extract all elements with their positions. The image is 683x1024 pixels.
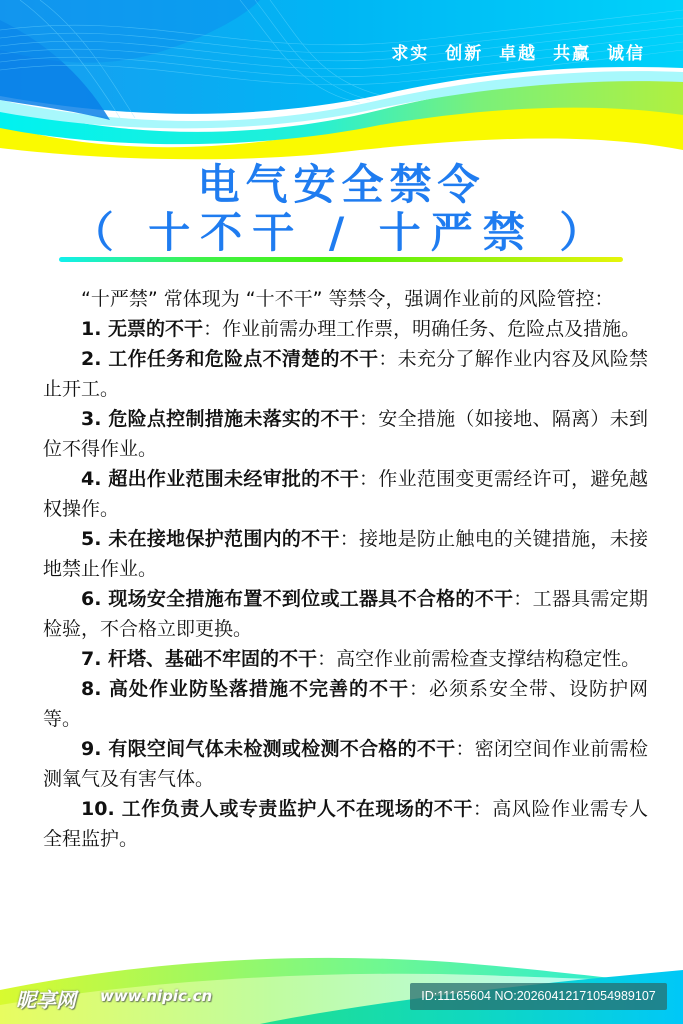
watermark-logo: 昵享网 [16, 988, 76, 1012]
rule-heading: 2. 工作任务和危险点不清楚的不干 [81, 348, 379, 370]
rule-text: ：工器具需定期检验，不合格立即更换。 [43, 588, 648, 640]
intro-paragraph: “十严禁” 常体现为 “十不干” 等禁令，强调作业前的风险管控： [81, 288, 614, 310]
watermark-url: www.nipic.cn [100, 987, 213, 1005]
rule-text: ：作业范围变更需经许可，避免越权操作。 [43, 468, 648, 520]
title-divider [59, 257, 623, 262]
slogan-word: 共赢 [553, 44, 592, 64]
rule-text: ：未充分了解作业内容及风险禁止开工。 [43, 348, 648, 400]
rule-item [43, 644, 648, 674]
rule-heading: 8. 高处作业防坠落措施不完善的不干 [81, 678, 410, 700]
rule-text: ：必须系安全带、设防护网等。 [43, 678, 648, 730]
slogan-word: 求实 [391, 44, 430, 64]
rule-item [43, 404, 648, 464]
rule-heading: 4. 超出作业范围未经审批的不干 [81, 468, 360, 490]
rule-heading: 7. 杆塔、基础不牢固的不干 [81, 648, 318, 670]
rule-heading: 1. 无票的不干 [81, 318, 204, 340]
footer-wave-banner [0, 940, 683, 1024]
rule-item [43, 734, 648, 794]
rule-heading: 5. 未在接地保护范围内的不干 [81, 528, 340, 550]
header-wave-banner [0, 0, 683, 160]
page-title: 电气安全禁令 [197, 160, 486, 209]
rule-text: ：作业前需办理工作票，明确任务、危险点及措施。 [203, 318, 641, 340]
rule-item [43, 524, 648, 584]
slogan-word: 诚信 [607, 44, 645, 64]
rule-text: ：接地是防止触电的关键措施，未接地禁止作业。 [43, 528, 648, 580]
rule-text: ：安全措施（如接地、隔离）未到位不得作业。 [43, 408, 648, 460]
rule-item [43, 344, 648, 404]
rule-item [43, 314, 648, 344]
rule-text: ：高空作业前需检查支撑结构稳定性。 [317, 648, 641, 670]
rules-content [43, 284, 648, 854]
rule-text: ：高风险作业需专人全程监护。 [43, 798, 648, 850]
rule-heading: 9. 有限空间气体未检测或检测不合格的不干 [81, 738, 456, 760]
page-subtitle: （ 十不干 / 十严禁 ） [71, 208, 612, 257]
rule-heading: 6. 现场安全措施布置不到位或工器具不合格的不干 [81, 588, 514, 610]
rule-text: ：密闭空间作业前需检测氧气及有害气体。 [43, 738, 648, 790]
rule-item [43, 464, 648, 524]
slogan-word: 创新 [445, 44, 484, 64]
company-slogan [383, 39, 645, 64]
rule-item [43, 674, 648, 734]
watermark-id-badge: ID:11165604 NO:20260412171054989107 [410, 983, 667, 1010]
rule-item [43, 794, 648, 854]
rule-heading: 10. 工作负责人或专责监护人不在现场的不干 [81, 798, 473, 820]
rule-item [43, 584, 648, 644]
rule-heading: 3. 危险点控制措施未落实的不干 [81, 408, 360, 430]
slogan-word: 卓越 [499, 44, 538, 64]
